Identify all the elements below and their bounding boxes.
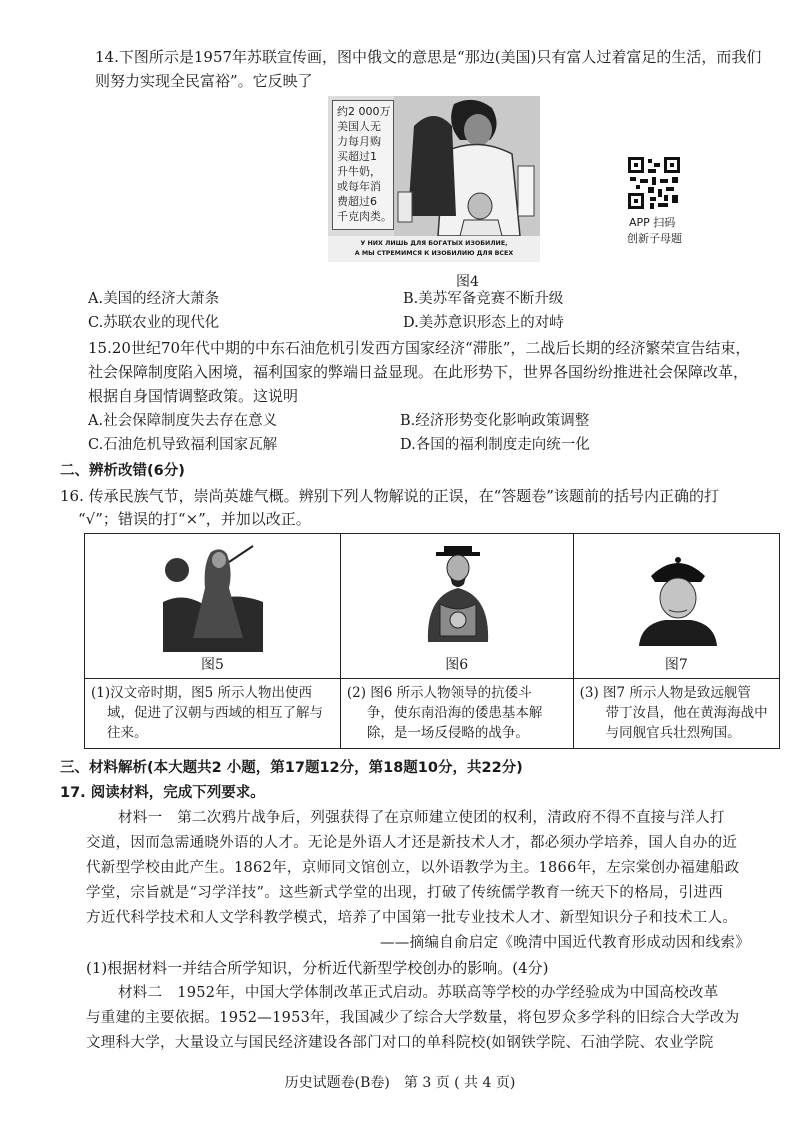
q15-stem-line3: 根据自身国情调整政策。这说明 xyxy=(88,387,299,405)
q16-stem-line1: 16. 传承民族气节，崇尚英雄气概。辨别下列人物解说的正误，在“答题卷”该题前的括号内正确的打 xyxy=(60,487,719,505)
q15-option-a: A.社会保障制度失去存在意义 xyxy=(88,413,278,429)
figure-6-portrait xyxy=(418,544,498,644)
figures-table xyxy=(84,533,780,749)
figure-4-label: 图4 xyxy=(456,274,479,290)
poster-caption xyxy=(328,236,540,262)
q15-stem-line1: 15.20世纪70年代中期的中东石油危机引发西方国家经济“滞胀”，二战后长期的经济繁荣宣告结束， xyxy=(88,339,751,357)
material-2-line: 与重建的主要依据。1952—1953年，我国减少了综合大学数量，将包罗众多学科的旧综合大学改为 xyxy=(86,1010,740,1026)
qr-label-title: 创新子母题 xyxy=(627,232,682,245)
poster-text: 美国人无 xyxy=(337,120,381,133)
material-1-line: 学堂，宗旨就是“习学洋技”。这些新式学堂的出现，打破了传统儒学教育一统天下的格局，引进西 xyxy=(86,885,724,901)
poster-caption-line: У НИХ ЛИШЬ ДЛЯ БОГАТЫХ ИЗОБИЛИЕ, xyxy=(360,240,508,247)
description-line: 争，使东南沿海的倭患基本解 xyxy=(366,705,543,721)
material-1-line: 交道，因而急需通晓外语的人才。无论是外语人才还是新技术人才，都必须办学培养，国人自办的近 xyxy=(86,835,738,851)
figure-5-portrait xyxy=(163,542,263,652)
section-3-title: 三、材料解析(本大题共2 小题，第17题12分，第18题10分，共22分) xyxy=(60,760,523,776)
q15-option-b: B.经济形势变化影响政策调整 xyxy=(400,413,590,429)
description-line: 除，是一场反侵略的战争。 xyxy=(366,725,529,741)
poster-caption-line: А МЫ СТРЕМИМСЯ К ИЗОБИЛИЮ ДЛЯ ВСЕХ xyxy=(354,250,514,257)
section-2-title: 二、辨析改错(6分) xyxy=(60,463,185,479)
description-line: (2) 图6 所示人物领导的抗倭斗 xyxy=(346,685,532,701)
page-footer: 历史试题卷(B卷) 第 3 页 ( 共 4 页) xyxy=(284,1075,516,1091)
q14-option-b: B.美苏军备竞赛不断升级 xyxy=(403,291,564,307)
description-line: 带丁汝昌，他在黄海海战中 xyxy=(605,705,768,721)
q14-option-c: C.苏联农业的现代化 xyxy=(88,315,220,331)
figure-6-cell xyxy=(340,534,573,679)
q15-stem-line2: 社会保障制度陷入困境，福利国家的弊端日益显现。在此形势下，世界各国纷纷推进社会保障改革， xyxy=(88,363,749,381)
description-line: 域，促进了汉朝与西域的相互了解与 xyxy=(107,705,323,721)
description-line: (3) 图7 所示人物是致远舰管 xyxy=(579,685,751,701)
material-2-line: 材料二 1952年，中国大学体制改革正式启动。苏联高等学校的办学经验成为中国高校改革 xyxy=(118,985,719,1001)
qr-label-scan: APP 扫码 xyxy=(629,216,676,229)
poster-text-panel xyxy=(332,100,394,230)
material-1-source: ——摘编自俞启定《晚清中国近代教育形成动因和线索》 xyxy=(380,935,750,951)
q17-intro: 17. 阅读材料，完成下列要求。 xyxy=(60,785,265,801)
q14-stem-line2: 则努力实现全民富裕”。它反映了 xyxy=(95,72,313,90)
poster-text: 或每年消 xyxy=(337,180,381,193)
poster-text: 千克肉类。 xyxy=(337,210,392,223)
q17-sub-question-1: (1)根据材料一并结合所学知识，分析近代新型学校创办的影响。(4分) xyxy=(86,959,549,977)
poster-text: 约2 000万 xyxy=(337,105,391,118)
poster-illustration xyxy=(394,96,540,236)
description-line: 与同舰官兵壮烈殉国。 xyxy=(605,725,741,741)
material-2-line: 文理科大学，大量设立与国民经济建设各部门对口的单科院校(如钢铁学院、石油学院、农业学院 xyxy=(86,1035,714,1051)
figure-7-portrait xyxy=(637,554,719,646)
q16-stem-line2: “√”；错误的打“×”，并加以改正。 xyxy=(78,510,311,528)
figure-5-cell xyxy=(85,534,341,679)
poster-text: 力每月购 xyxy=(337,135,381,148)
figure-6-label: 图6 xyxy=(445,657,469,673)
figure-6-description xyxy=(340,679,573,749)
q15-option-d: D.各国的福利制度走向统一化 xyxy=(400,437,590,453)
material-1-line: 方近代科学技术和人文学科教学模式，培养了中国第一批专业技术人才、新型知识分子和技术工人。 xyxy=(86,910,738,926)
poster-text: 买超过1 xyxy=(337,150,377,163)
figure-5-description xyxy=(85,679,341,749)
description-line: 往来。 xyxy=(107,725,148,741)
q15-option-c: C.石油危机导致福利国家瓦解 xyxy=(88,437,278,453)
figure-7-description xyxy=(573,679,779,749)
q14-option-d: D.美苏意识形态上的对峙 xyxy=(403,315,564,331)
poster-text: 费超过6 xyxy=(337,195,377,208)
soviet-propaganda-poster xyxy=(328,96,540,262)
qr-code-icon[interactable] xyxy=(626,155,682,211)
material-1-line: 材料一 第二次鸦片战争后，列强获得了在京师建立使团的权利，清政府不得不直接与洋人打 xyxy=(118,810,725,826)
poster-text: 升牛奶， xyxy=(337,165,381,178)
description-line: (1)汉文帝时期，图5 所示人物出使西 xyxy=(91,685,313,701)
figure-7-cell xyxy=(573,534,779,679)
figure-7-label: 图7 xyxy=(664,657,688,673)
q14-stem-line1: 14.下图所示是1957年苏联宣传画，图中俄文的意思是“那边(美国)只有富人过着富足的生活，而我们 xyxy=(95,48,762,66)
q14-option-a: A.美国的经济大萧条 xyxy=(88,291,220,307)
material-1-line: 代新型学校由此产生。1862年，京师同文馆创立，以外语教学为主。1866年，左宗棠创办福建船政 xyxy=(86,860,740,876)
figure-5-label: 图5 xyxy=(200,657,224,673)
